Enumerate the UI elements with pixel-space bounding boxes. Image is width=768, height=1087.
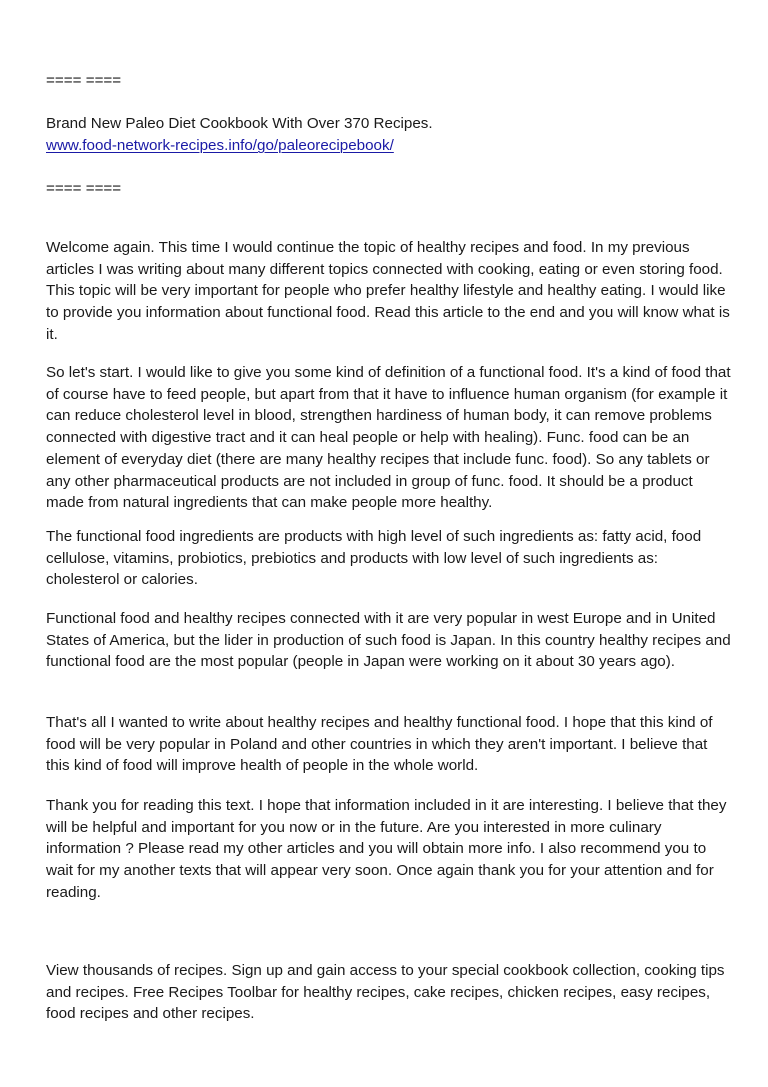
separator-bottom: ==== ==== <box>46 180 122 197</box>
footer-text: View thousands of recipes. Sign up and gain access to your special cookbook collection, cooking tips and recipes. Free Recipes Toolbar for healthy recipes, cake recipes, chicken recipes, easy recipes, food recipes and other recipes. <box>46 962 725 1023</box>
article-paragraph: Thank you for reading this text. I hope that information included in it are interesting. I believe that they will be helpful and important for you now or in the future. Are you interested in more culinary information ? Please read my other articles and you will obtain more info. I also recommend you to wait for my another texts that will appear very soon. Once again thank you for your attention and for reading. <box>46 797 727 901</box>
article-paragraph: Welcome again. This time I would continue the topic of healthy recipes and food. In my previous articles I was writing about many different topics connected with cooking, eating or even storing food. This topic will be very important for people who prefer healthy lifestyle and healthy eating. I would like to provide you information about functional food. Read this article to the end and you will know what is it. <box>46 239 730 343</box>
article-paragraph: Functional food and healthy recipes connected with it are very popular in west Europe and in United States of America, but the lider in production of such food is Japan. In this country healthy recipes and functional food are the most popular (people in Japan were working on it about 30 years ago). <box>46 610 731 671</box>
article-paragraph: The functional food ingredients are products with high level of such ingredients as: fatty acid, food cellulose, vitamins, probiotics, prebiotics and products with low level of such ingredients as: cholesterol or calories. <box>46 528 702 589</box>
promo-title: Brand New Paleo Diet Cookbook With Over 370 Recipes. <box>46 115 433 132</box>
separator-top: ==== ==== <box>46 72 122 89</box>
article-paragraph: That's all I wanted to write about healthy recipes and healthy functional food. I hope that this kind of food will be very popular in Poland and other countries in which they aren't important. I believe that this kind of food will improve health of people in the whole world. <box>46 714 713 775</box>
article-paragraph: So let's start. I would like to give you some kind of definition of a functional food. It's a kind of food that of course have to feed people, but apart from that it have to influence human organism (for example it can reduce cholesterol level in blood, strengthen hardiness of human body, it can remove problems connected with digestive tract and it can heal people or help with healing). Func. food can be an element of everyday diet (there are many healthy recipes that include func. food). So any tablets or any other pharmaceutical products are not included in group of func. food. It should be a product made from natural ingredients that can make people more healthy. <box>46 364 731 512</box>
promo-link[interactable]: www.food-network-recipes.info/go/paleorecipebook/ <box>46 137 394 154</box>
